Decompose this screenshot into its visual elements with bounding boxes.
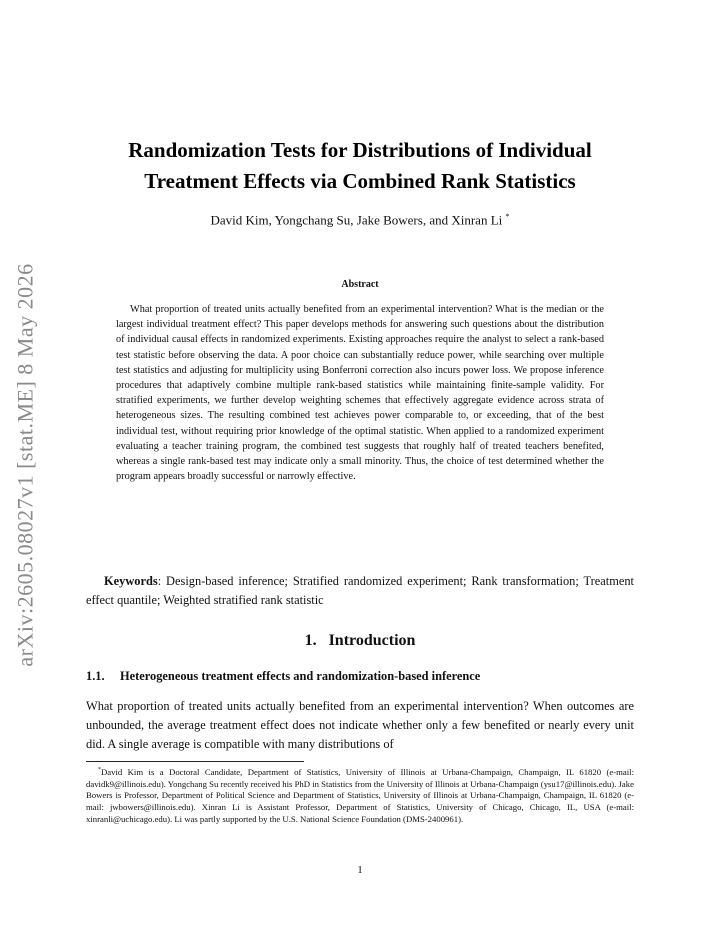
keywords-label: Keywords [104,574,158,588]
subsection-title: Heterogeneous treatment effects and randomization-based inference [120,669,481,683]
keywords-paragraph [86,572,634,610]
abstract-heading: Abstract [341,279,379,290]
footnote-divider [86,761,304,762]
paper-title-line-1: Randomization Tests for Distributions of Individual [128,138,592,162]
arxiv-identifier-text: arXiv:2605.08027v1 [stat.ME] 8 May 2026 [13,263,39,667]
arxiv-identifier-stamp [2,255,50,675]
section-number: 1. [304,632,317,649]
author-footnote-mark: * [505,212,510,221]
section-heading [86,632,634,650]
subsection-heading [86,669,634,684]
abstract-text: What proportion of treated units actually benefited from an experimental intervention? What is the median or the largest individual treatment effect? This paper develops methods for answering such questions about the distribution of individual causal effects in randomized experiments. Existing approaches require the analyst to select a rank-based test statistic before observing the data. A poor choice can substantially reduce power, while searching over multiple test statistics and adjusting for multiplicity using Bonferroni correction also incurs power loss. We propose inference procedures that adaptively combine multiple rank-based statistics while maintaining finite-sample validity. For stratified experiments, we further develop weighting schemes that effectively aggregate evidence across strata of heterogeneous sizes. The resulting combined test achieves power comparable to, or exceeding, that of the best individual test, without requiring prior knowledge of the optimal statistic. When applied to a randomized experiment evaluating a teacher training program, the combined test suggests that roughly half of treated teachers benefited, whereas a single rank-based test may indicate only a small minority. Thus, the choice of test determined whether the program appears broadly successful or narrowly effective. [116,304,604,483]
page-number: 1 [357,864,363,876]
paper-title-line-2: Treatment Effects via Combined Rank Statistics [144,169,576,193]
paper-title [95,135,625,197]
author-names: David Kim, Yongchang Su, Jake Bowers, and Xinran Li [210,212,503,228]
section-title: Introduction [328,632,416,649]
author-list [95,212,625,228]
footnote-mark: * [98,767,101,773]
author-footnote [86,765,634,826]
keywords-text: : Design-based inference; Stratified randomized experiment; Rank transformation; Treatment effect quantile; Weighted stratified rank statistic [86,574,634,607]
subsection-number: 1.1. [86,669,105,683]
footnote-text: David Kim is a Doctoral Candidate, Department of Statistics, University of Illinois at Urbana-Champaign, Champaign, IL 61820 (e-mail: davidk9@illinois.edu). Yongchang Su recently received his PhD in Statistics from the University of Illinois at Urbana-Champaign (ysu17@illinois.edu). Jake Bowers is Professor, Department of Political Science and Department of Statistics, University of Illinois at Urbana-Champaign, Champaign, IL 61820 (e-mail: jwbowers@illinois.edu). Xinran Li is Assistant Professor, Department of Statistics, University of Chicago, Chicago, IL, USA (e-mail: xinranli@uchicago.edu). Li was partly supported by the U.S. National Science Foundation (DMS-2400961). [86,766,634,825]
intro-paragraph: What proportion of treated units actually benefited from an experimental intervention? When outcomes are unbounded, the average treatment effect does not indicate whether only a few benefited or nearly every unit did. A single average is compatible with many distributions of [86,699,634,751]
